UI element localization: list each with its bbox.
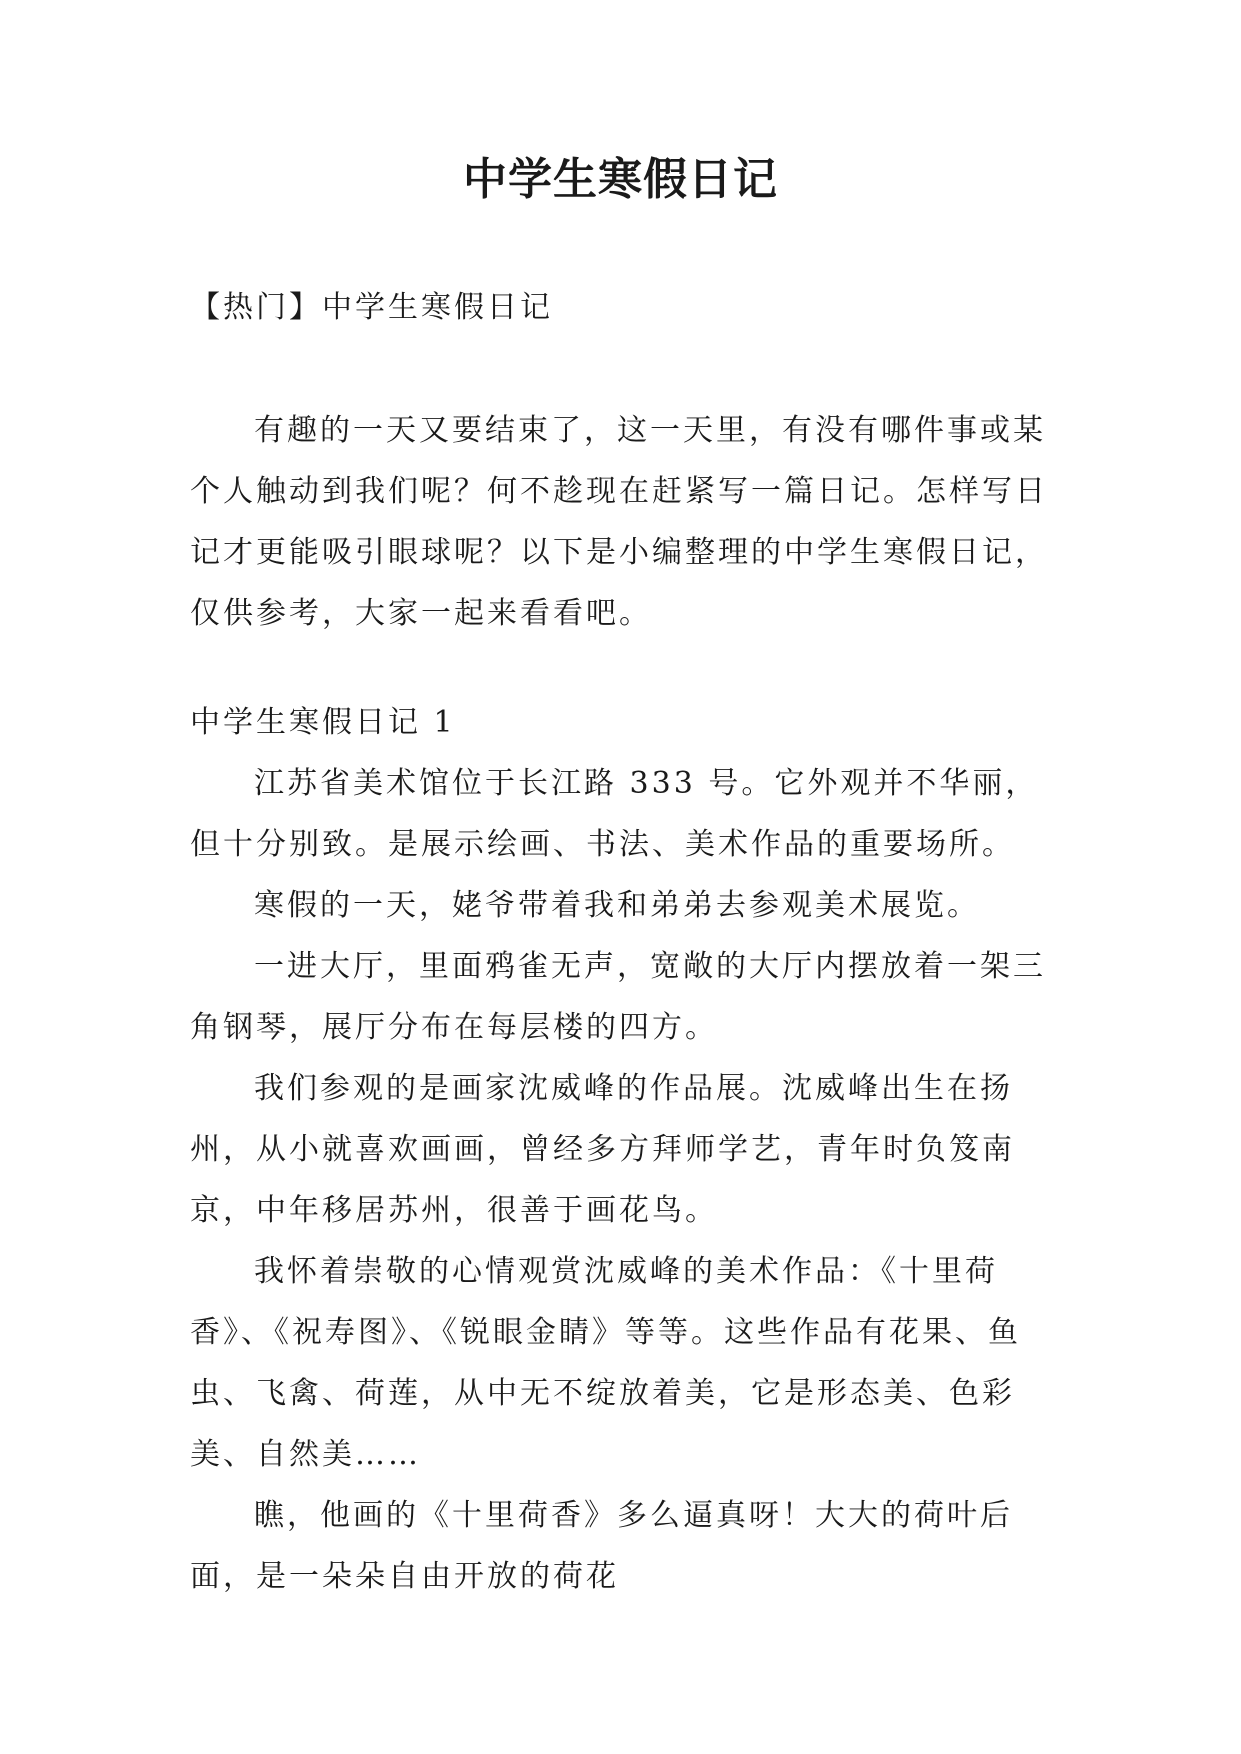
- document-subtitle: 【热门】中学生寒假日记: [190, 290, 553, 325]
- diary-paragraph: 我们参观的是画家沈威峰的作品展。沈威峰出生在扬州，从小就喜欢画画，曾经多方拜师学艺，青年时负笈南京，中年移居苏州，很善于画花鸟。: [190, 1071, 1015, 1228]
- diary-paragraph: 寒假的一天，姥爷带着我和弟弟去参观美术展览。: [254, 888, 980, 923]
- intro-block: [190, 400, 1060, 644]
- diary-paragraph: 一进大厅，里面鸦雀无声，宽敞的大厅内摆放着一架三角钢琴，展厅分布在每层楼的四方。: [190, 949, 1046, 1045]
- diary-paragraph: 瞧，他画的《十里荷香》多么逼真呀！大大的荷叶后面，是一朵朵自由开放的荷花: [190, 1498, 1013, 1594]
- intro-paragraph: 有趣的一天又要结束了，这一天里，有没有哪件事或某个人触动到我们呢？何不趁现在赶紧写一篇日记。怎样写日记才更能吸引眼球呢？以下是小编整理的中学生寒假日记，仅供参考，大家一起来看看吧。: [190, 413, 1048, 631]
- diary-paragraph: 江苏省美术馆位于长江路 333 号。它外观并不华丽，但十分别致。是展示绘画、书法、美术作品的重要场所。: [190, 766, 1039, 862]
- page-title: 中学生寒假日记: [463, 154, 778, 205]
- diary-entry: [190, 692, 1060, 1607]
- diary-paragraph: 我怀着崇敬的心情观赏沈威峰的美术作品：《十里荷香》、《祝寿图》、《锐眼金睛》等等。这些作品有花果、鱼虫、飞禽、荷莲，从中无不绽放着美，它是形态美、色彩美、自然美……: [190, 1254, 1021, 1472]
- section-heading: 中学生寒假日记 1: [190, 705, 456, 740]
